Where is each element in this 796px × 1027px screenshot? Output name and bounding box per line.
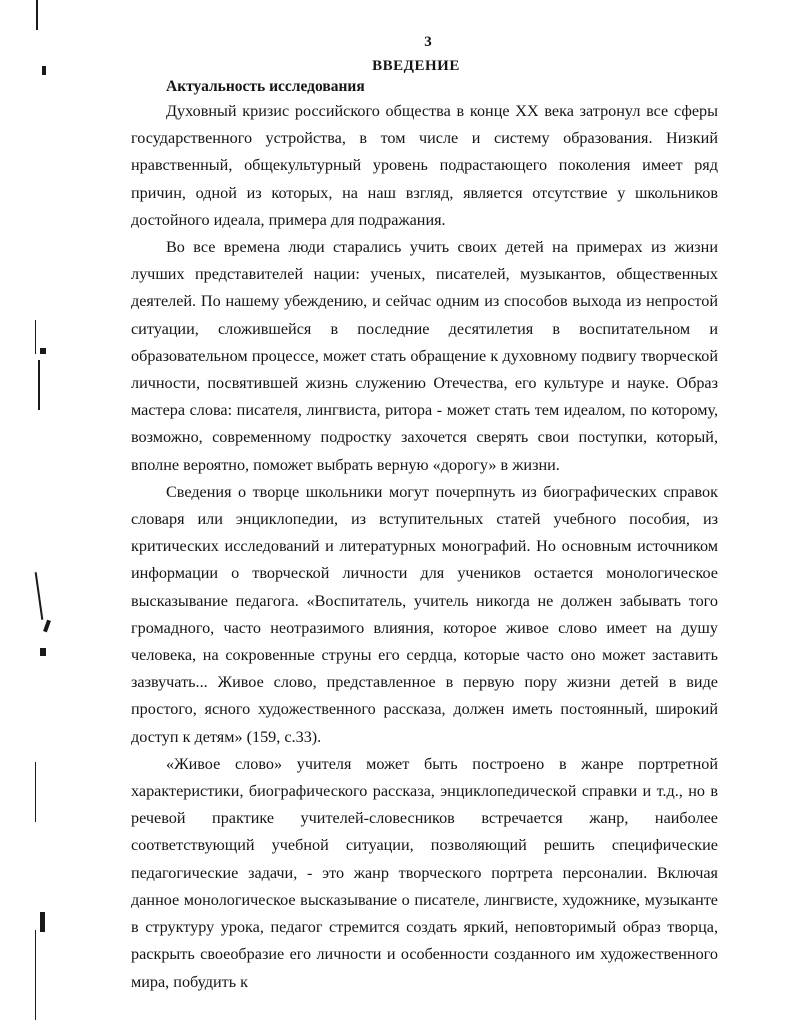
- scan-edge-mark: [43, 620, 51, 633]
- paragraph: «Живое слово» учителя может быть построено в жанре портретной характеристики, биографического рассказа, энциклопедической справки и т.д., но в речевой практике учителей-словесников встречается жанр, наиболее соответствующий учебной ситуации, позволяющий решить специфические педагогические задачи, - это жанр творческого портрета персоналии. Включая данное монологическое высказывание о писателе, лингвисте, художнике, музыканте в структуру урока, педагог стремится создать яркий, неповторимый образ творца, раскрыть своеобразие его личности и особенности созданного им художественного мира, побудить к: [131, 754, 718, 991]
- scan-edge-mark: [35, 572, 44, 620]
- paragraph: Во все времена люди старались учить своих детей на примерах из жизни лучших представителей нации: ученых, писателей, музыкантов, общественных деятелей. По нашему убеждению, и сейчас одним из способов выхода из непростой ситуации, сложившейся в последние десятилетия в воспитательном и образовательном процессе, может стать обращение к духовному подвигу творческой личности, посвятившей жизнь служению Отечества, его культуре и науке. Образ мастера слова: писателя, лингвиста, ритора - может стать тем идеалом, по которому, возможно, современному подростку захочется сверять свои поступки, который, вполне вероятно, поможет выбрать верную «дорогу» в жизни.: [131, 238, 718, 474]
- paragraph: Духовный кризис российского общества в конце XX века затронул все сферы государственного устройства, в том числе и систему образования. Низкий нравственный, общекультурный уровень подрастающего поколения имеет ряд причин, одной из которых, на наш взгляд, является отсутствие у школьников достойного идеала, примера для подражания.: [131, 102, 718, 229]
- section-title: [0, 58, 796, 75]
- scan-edge-mark: [40, 912, 45, 932]
- scan-edge-mark: [40, 348, 46, 354]
- paragraph: Сведения о творце школьники могут почерпнуть из биографических справок словаря или энциклопедии, из вступительных статей учебного пособия, из критических исследований и литературных монографий. Но основным источником информации о творческой личности для учеников остается монологическое высказывание педагога. «Воспитатель, учитель никогда не должен забывать того громадного, часто неотразимого влияния, которое живое слово имеет на душу человека, на сокровенные струны его сердца, которые часто оно может заставить зазвучать... Живое слово, представленное в первую пору жизни детей в виде простого, ясного художественного рассказа, должен иметь постоянный, широкий доступ к детям» (159, с.33).: [131, 482, 718, 746]
- scan-edge-mark: [35, 762, 36, 822]
- section-title-text: ВВЕДЕНИЕ: [372, 58, 460, 74]
- scan-edge-mark: [35, 930, 36, 1020]
- body-text: [131, 98, 718, 996]
- scan-edge-mark: [35, 320, 36, 354]
- scan-edge-mark: [40, 648, 46, 656]
- page-number: 3: [424, 34, 432, 50]
- scan-edge-mark: [36, 0, 38, 30]
- section-subtitle: Актуальность исследования: [166, 78, 365, 95]
- scan-edge-mark: [38, 360, 40, 410]
